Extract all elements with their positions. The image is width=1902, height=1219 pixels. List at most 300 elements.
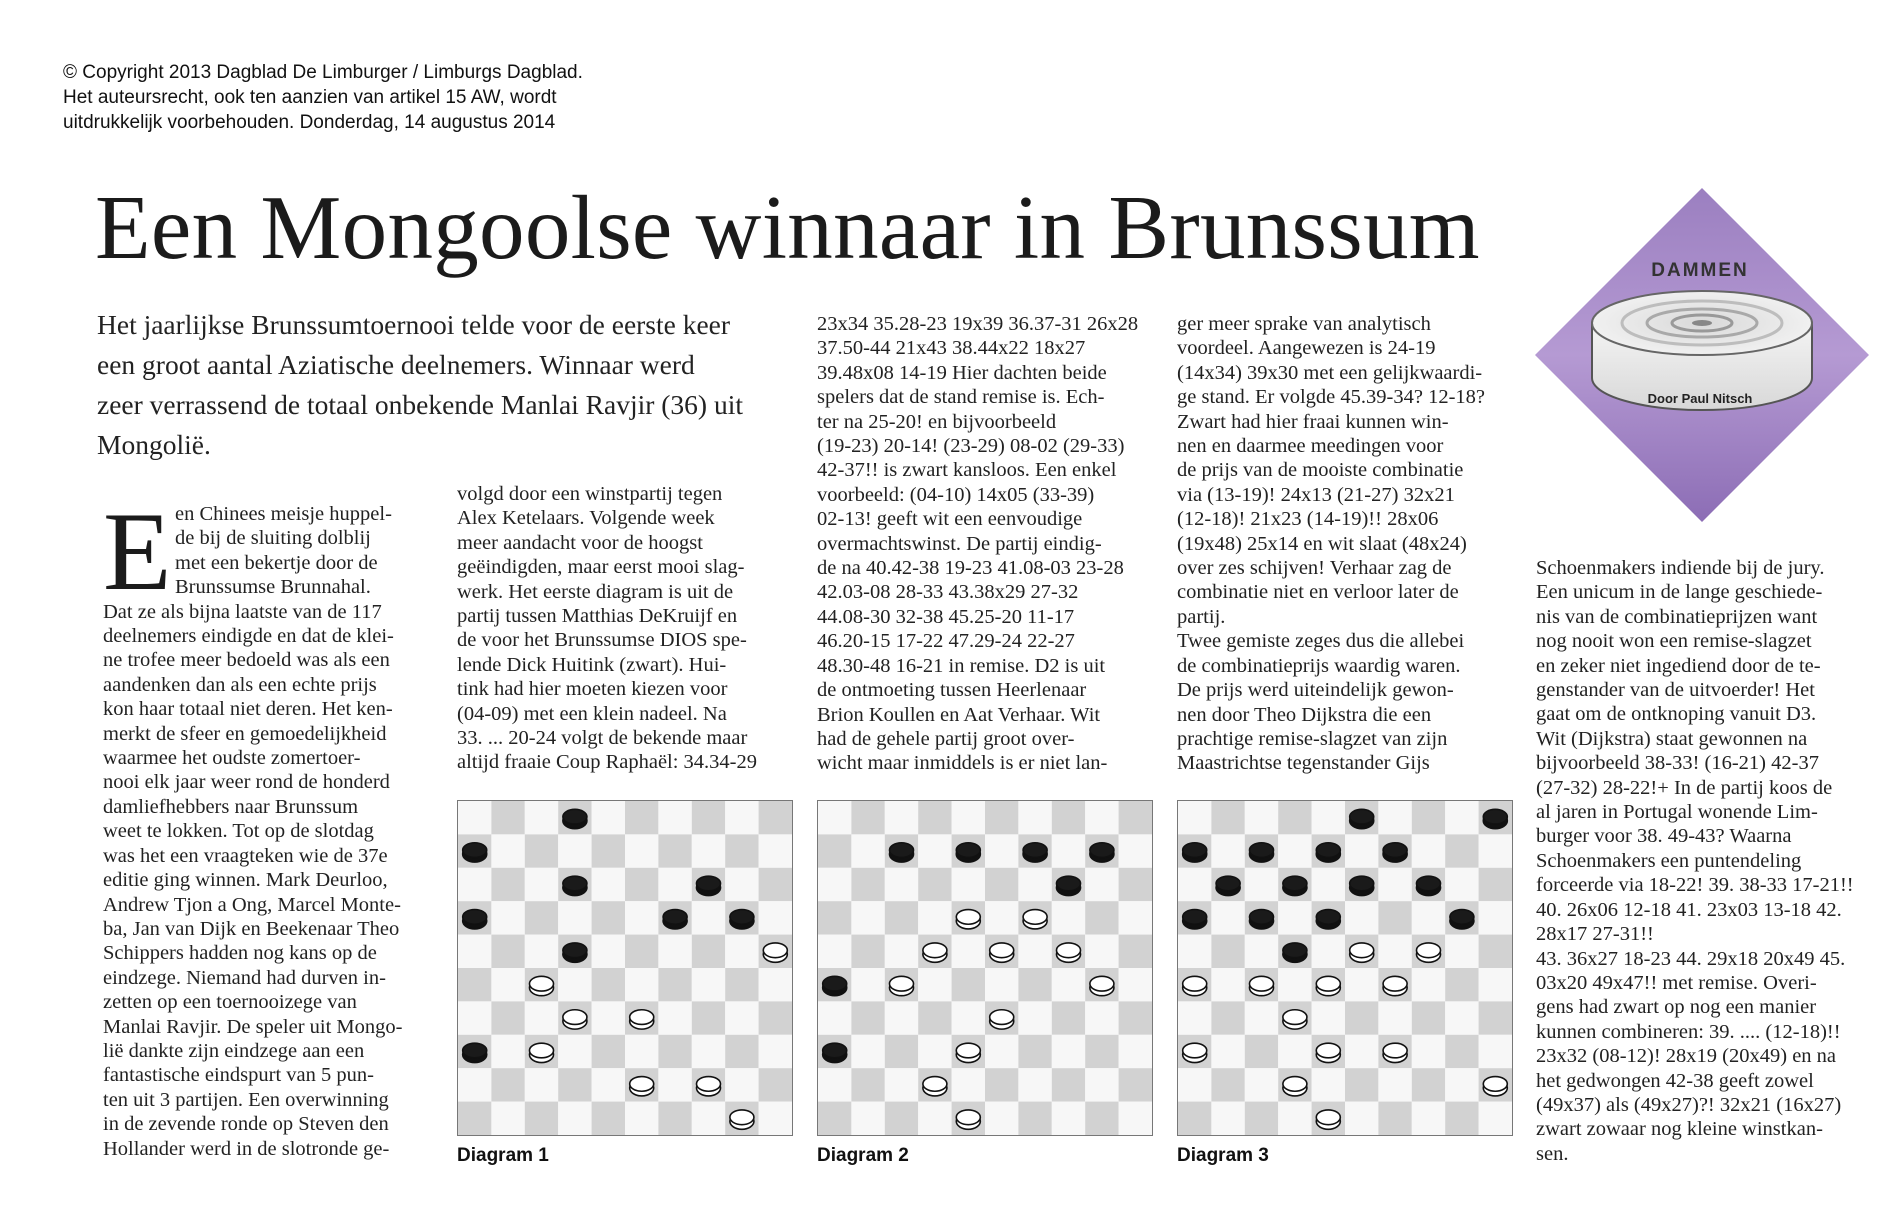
light-square — [759, 834, 792, 867]
white-piece — [1183, 1043, 1207, 1062]
light-square — [592, 935, 625, 968]
dark-square — [458, 1102, 491, 1135]
column-line: 33. ... 20-24 volgt de bekende maar — [457, 727, 748, 750]
light-square — [458, 801, 491, 834]
dark-square — [1479, 1001, 1512, 1034]
dark-square — [658, 834, 691, 867]
dark-square — [759, 801, 792, 834]
light-square — [725, 801, 758, 834]
light-square — [1085, 868, 1118, 901]
article-column-2 — [457, 482, 757, 775]
drop-cap: E — [103, 490, 172, 614]
column-line: nooi elk jaar weer rond de honderd — [103, 771, 390, 794]
light-square — [692, 901, 725, 934]
light-square — [625, 901, 658, 934]
black-piece — [1316, 910, 1340, 929]
column-line: Een unicum in de lange geschiede- — [1536, 581, 1823, 604]
column-line: de prijs van de mooiste combinatie — [1177, 459, 1464, 482]
column-line: geëindigden, maar eerst mooi slag- — [457, 556, 745, 579]
light-square — [985, 834, 1018, 867]
light-square — [458, 1068, 491, 1101]
column-line: Manlai Ravjir. De speler uit Mongo- — [103, 1015, 403, 1038]
column-line: ger meer sprake van analytisch — [1177, 313, 1431, 335]
dark-square — [985, 868, 1018, 901]
black-piece — [1350, 809, 1374, 828]
dark-square — [1119, 868, 1152, 901]
light-square — [851, 1035, 884, 1068]
diagram-caption: Diagram 1 — [457, 1145, 549, 1166]
light-square — [1178, 1001, 1211, 1034]
dark-square — [818, 1102, 851, 1135]
column-line: was het een vraagteken wie de 37e — [103, 844, 388, 867]
white-piece — [1316, 1043, 1340, 1062]
black-piece — [563, 876, 587, 895]
article-column-3 — [817, 312, 1138, 776]
black-piece — [1450, 910, 1474, 929]
light-square — [592, 1001, 625, 1034]
article-intro — [97, 305, 777, 465]
intro-line: zeer verrassend de totaal onbekende Manlai Ravjir (36) uit — [97, 389, 743, 420]
light-square — [1412, 834, 1445, 867]
light-square — [1445, 1001, 1478, 1034]
copyright-notice — [63, 60, 763, 135]
column-line: (19-23) 20-14! (23-29) 08-02 (29-33) — [817, 435, 1125, 458]
white-piece — [529, 976, 553, 995]
column-line: prachtige remise-slagzet van zijn — [1177, 727, 1448, 750]
column-line: (27-32) 28-22!+ In de partij koos de — [1536, 776, 1833, 799]
column-line: 46.20-15 17-22 47.29-24 22-27 — [817, 630, 1075, 653]
black-piece — [563, 943, 587, 962]
dark-square — [592, 1102, 625, 1135]
light-square — [918, 1102, 951, 1135]
white-piece — [763, 943, 787, 962]
column-line: lende Dick Huitink (zwart). Hui- — [457, 653, 727, 676]
white-piece — [956, 1110, 980, 1129]
dark-square — [1018, 968, 1051, 1001]
column-line: nog nooit won een remise-slagzet — [1536, 630, 1812, 653]
light-square — [1018, 868, 1051, 901]
dark-square — [1445, 1035, 1478, 1068]
column-line: zwart zowaar nog kleine winstkan- — [1536, 1118, 1823, 1141]
copyright-line: uitdrukkelijk voorbehouden. Donderdag, 14 augustus 2014 — [63, 112, 556, 133]
white-piece — [1483, 1077, 1507, 1096]
dark-square — [851, 1068, 884, 1101]
white-piece — [696, 1077, 720, 1096]
dark-square — [625, 801, 658, 834]
dark-square — [1119, 935, 1152, 968]
column-line: waarmee het oudste zomertoer- — [103, 747, 361, 770]
column-line: (12-18)! 21x23 (14-19)!! 28x06 — [1177, 508, 1439, 531]
dark-square — [1211, 935, 1244, 968]
light-square — [885, 1068, 918, 1101]
column-line: 43. 36x27 18-23 44. 29x18 20x49 45. — [1536, 947, 1846, 970]
light-square — [458, 868, 491, 901]
light-square — [985, 901, 1018, 934]
dark-square — [1018, 1035, 1051, 1068]
white-piece — [1283, 1010, 1307, 1029]
dark-square — [1278, 801, 1311, 834]
column-line: 40. 26x06 12-18 41. 23x03 13-18 42. — [1536, 898, 1842, 921]
dark-square — [491, 801, 524, 834]
dark-square — [1085, 1102, 1118, 1135]
white-piece — [1056, 943, 1080, 962]
column-line: (14x34) 39x30 met een gelijkwaardi- — [1177, 361, 1483, 384]
dark-square — [918, 1001, 951, 1034]
diagram-caption: Diagram 3 — [1177, 1145, 1269, 1166]
white-piece — [529, 1043, 553, 1062]
light-square — [1178, 868, 1211, 901]
dark-square — [1345, 1068, 1378, 1101]
column-line: voorbeeld: (04-10) 14x05 (33-39) — [817, 483, 1095, 506]
dark-square — [1445, 968, 1478, 1001]
light-square — [1278, 901, 1311, 934]
dark-square — [592, 901, 625, 934]
dark-square — [759, 1068, 792, 1101]
black-piece — [823, 976, 847, 995]
light-square — [952, 801, 985, 834]
dark-square — [1052, 1001, 1085, 1034]
light-square — [1211, 901, 1244, 934]
light-square — [1378, 935, 1411, 968]
black-piece — [1483, 809, 1507, 828]
dark-square — [1211, 1068, 1244, 1101]
light-square — [1085, 801, 1118, 834]
dark-square — [491, 1001, 524, 1034]
light-square — [525, 801, 558, 834]
light-square — [658, 935, 691, 968]
column-line: 03x20 49x47!! met remise. Overi- — [1536, 971, 1817, 994]
draughts-board-diagram-3 — [1177, 800, 1513, 1136]
light-square — [725, 935, 758, 968]
light-square — [1479, 1035, 1512, 1068]
light-square — [558, 834, 591, 867]
dark-square — [692, 801, 725, 834]
board-svg — [458, 801, 792, 1135]
column-line: altijd fraaie Coup Raphaël: 34.34-29 — [457, 751, 758, 774]
draughts-board-diagram-2 — [817, 800, 1153, 1136]
column-line: De prijs werd uiteindelijk gewon- — [1177, 679, 1454, 702]
black-piece — [463, 1043, 487, 1062]
light-square — [918, 834, 951, 867]
light-square — [725, 1068, 758, 1101]
light-square — [1445, 935, 1478, 968]
column-line: spelers dat de stand remise is. Ech- — [817, 386, 1105, 409]
board-svg — [818, 801, 1152, 1135]
column-line: de ontmoeting tussen Heerlenaar — [817, 679, 1087, 702]
light-square — [1312, 1001, 1345, 1034]
column-line: forceerde via 18-22! 39. 38-33 17-21!! — [1536, 874, 1854, 897]
light-square — [1119, 834, 1152, 867]
column-line: kunnen combineren: 39. .... (12-18)!! — [1536, 1020, 1841, 1043]
white-piece — [1383, 976, 1407, 995]
column-line: (49x37) als (49x27)?! 32x21 (16x27) — [1536, 1093, 1842, 1116]
light-square — [818, 868, 851, 901]
column-line: de na 40.42-38 19-23 41.08-03 23-28 — [817, 557, 1124, 580]
dark-square — [1018, 1102, 1051, 1135]
intro-line: een groot aantal Aziatische deelnemers. Winnaar werd — [97, 349, 695, 380]
column-line: sen. — [1536, 1142, 1569, 1165]
column-line: wicht maar inmiddels is er niet lan- — [817, 752, 1108, 775]
dark-square — [1119, 1068, 1152, 1101]
article-column-4 — [1177, 312, 1485, 776]
light-square — [1345, 1035, 1378, 1068]
dark-square — [625, 935, 658, 968]
light-square — [818, 1068, 851, 1101]
dark-square — [1378, 901, 1411, 934]
dammen-badge — [1535, 188, 1869, 522]
light-square — [458, 1001, 491, 1034]
dark-square — [525, 1102, 558, 1135]
light-square — [885, 868, 918, 901]
light-square — [759, 968, 792, 1001]
white-piece — [630, 1010, 654, 1029]
column-line: Zwart had hier fraai kunnen win- — [1177, 410, 1449, 433]
dark-square — [491, 935, 524, 968]
column-line: voordeel. Aangewezen is 24-19 — [1177, 337, 1436, 360]
light-square — [952, 868, 985, 901]
column-line: de combinatieprijs waardig waren. — [1177, 654, 1461, 677]
dark-square — [1445, 834, 1478, 867]
light-square — [1345, 834, 1378, 867]
column-line: 23x34 35.28-23 19x39 36.37-31 26x28 — [817, 313, 1139, 335]
column-line: gaat om de ontknoping vanuit D3. — [1536, 703, 1817, 726]
column-line: 39.48x08 14-19 Hier dachten beide — [817, 361, 1107, 384]
light-square — [1278, 834, 1311, 867]
dark-square — [1119, 801, 1152, 834]
light-square — [918, 968, 951, 1001]
light-square — [1312, 801, 1345, 834]
white-piece — [1283, 1077, 1307, 1096]
light-square — [1378, 801, 1411, 834]
dark-square — [1345, 1001, 1378, 1034]
dark-square — [818, 834, 851, 867]
black-piece — [663, 910, 687, 929]
dark-square — [725, 968, 758, 1001]
dark-square — [658, 1102, 691, 1135]
dark-square — [1085, 1035, 1118, 1068]
column-line: al jaren in Portugal wonende Lim- — [1536, 801, 1818, 824]
light-square — [1211, 968, 1244, 1001]
light-square — [1378, 868, 1411, 901]
dark-square — [725, 834, 758, 867]
light-square — [1312, 868, 1345, 901]
white-piece — [1249, 976, 1273, 995]
light-square — [985, 1035, 1018, 1068]
light-square — [1245, 868, 1278, 901]
light-square — [1085, 1001, 1118, 1034]
white-piece — [1416, 943, 1440, 962]
column-line: 02-13! geeft wit een eenvoudige — [817, 508, 1083, 531]
light-square — [525, 935, 558, 968]
column-line: kon haar totaal niet deren. Het ken- — [103, 698, 393, 721]
light-square — [592, 1068, 625, 1101]
dark-square — [918, 801, 951, 834]
light-square — [1052, 968, 1085, 1001]
black-piece — [1023, 843, 1047, 862]
column-line: de voor het Brunssumse DIOS spe- — [457, 629, 747, 652]
column-line: 28x17 27-31!! — [1536, 923, 1654, 946]
dark-square — [491, 868, 524, 901]
light-square — [1211, 834, 1244, 867]
light-square — [692, 1102, 725, 1135]
black-piece — [823, 1043, 847, 1062]
light-square — [658, 868, 691, 901]
light-square — [1245, 935, 1278, 968]
light-square — [525, 868, 558, 901]
dark-square — [1479, 935, 1512, 968]
white-piece — [1316, 976, 1340, 995]
white-piece — [1383, 1043, 1407, 1062]
light-square — [1479, 1102, 1512, 1135]
light-square — [759, 1102, 792, 1135]
dark-square — [759, 1001, 792, 1034]
black-piece — [463, 910, 487, 929]
light-square — [1245, 1001, 1278, 1034]
black-piece — [1283, 943, 1307, 962]
column-line: (04-09) met een klein nadeel. Na — [457, 702, 727, 725]
light-square — [525, 1001, 558, 1034]
dark-square — [1178, 1102, 1211, 1135]
dark-square — [491, 1068, 524, 1101]
light-square — [558, 1102, 591, 1135]
white-piece — [923, 1077, 947, 1096]
light-square — [525, 1068, 558, 1101]
light-square — [1178, 1068, 1211, 1101]
light-square — [1479, 901, 1512, 934]
column-line: volgd door een winstpartij tegen — [457, 483, 723, 505]
light-square — [759, 1035, 792, 1068]
light-square — [592, 801, 625, 834]
black-piece — [463, 843, 487, 862]
light-square — [1085, 935, 1118, 968]
dark-square — [1378, 1102, 1411, 1135]
column-line: Wit (Dijkstra) staat gewonnen na — [1536, 727, 1808, 750]
light-square — [952, 1068, 985, 1101]
light-square — [625, 1102, 658, 1135]
light-square — [1245, 1068, 1278, 1101]
column-line: Twee gemiste zeges dus die allebei — [1177, 630, 1465, 653]
light-square — [918, 901, 951, 934]
light-square — [1278, 968, 1311, 1001]
column-line: nen en daarmee meedingen voor — [1177, 435, 1444, 458]
intro-line: Het jaarlijkse Brunssumtoernooi telde voor de eerste keer — [97, 309, 731, 340]
column-line: het gedwongen 42-38 geeft zowel — [1536, 1069, 1814, 1092]
dark-square — [1211, 801, 1244, 834]
light-square — [1052, 1035, 1085, 1068]
column-line: 42.03-08 28-33 43.38x29 27-32 — [817, 581, 1079, 604]
column-line: genstander van de uitvoerder! Het — [1536, 679, 1815, 702]
dark-square — [592, 1035, 625, 1068]
white-piece — [730, 1110, 754, 1129]
dark-square — [1445, 1102, 1478, 1135]
black-piece — [1283, 876, 1307, 895]
column-line: bijvoorbeeld 38-33! (16-21) 42-37 — [1536, 752, 1819, 775]
black-piece — [730, 910, 754, 929]
column-line: gens had zwart op nog een manier — [1536, 996, 1817, 1019]
column-line: werk. Het eerste diagram is uit de — [457, 580, 734, 603]
dark-square — [851, 1001, 884, 1034]
dark-square — [1245, 1102, 1278, 1135]
column-line: Alex Ketelaars. Volgende week — [457, 507, 715, 530]
white-piece — [630, 1077, 654, 1096]
light-square — [885, 801, 918, 834]
black-piece — [1350, 876, 1374, 895]
dark-square — [952, 968, 985, 1001]
column-line: meer aandacht voor de hoogst — [457, 531, 703, 554]
dark-square — [759, 868, 792, 901]
copyright-line: © Copyright 2013 Dagblad De Limburger / Limburgs Dagblad. — [63, 62, 583, 83]
light-square — [952, 935, 985, 968]
dark-square — [1412, 1068, 1445, 1101]
white-piece — [923, 943, 947, 962]
white-piece — [1090, 976, 1114, 995]
light-square — [1211, 1035, 1244, 1068]
dark-square — [885, 1102, 918, 1135]
light-square — [1119, 968, 1152, 1001]
column-line: nen door Theo Dijkstra die een — [1177, 703, 1432, 726]
column-line: 44.08-30 32-38 45.25-20 11-17 — [817, 605, 1075, 628]
dark-square — [525, 901, 558, 934]
black-piece — [1216, 876, 1240, 895]
light-square — [725, 1001, 758, 1034]
light-square — [692, 968, 725, 1001]
column-line: partij. — [1177, 605, 1226, 628]
badge-author: Door Paul Nitsch — [1647, 391, 1753, 406]
column-line: Brunssumse Brunnahal. — [175, 576, 371, 599]
black-piece — [1383, 843, 1407, 862]
light-square — [985, 968, 1018, 1001]
dark-square — [458, 968, 491, 1001]
white-piece — [889, 976, 913, 995]
light-square — [625, 834, 658, 867]
column-line: Hollander werd in de slotronde ge- — [103, 1137, 390, 1160]
dark-square — [885, 1035, 918, 1068]
light-square — [1378, 1068, 1411, 1101]
column-line: editie ging winnen. Mark Deurloo, — [103, 869, 388, 892]
light-square — [1052, 901, 1085, 934]
light-square — [1085, 1068, 1118, 1101]
column-line: deelnemers eindigde en dat de klei- — [103, 625, 394, 648]
dammen-diamond-graphic — [1535, 188, 1869, 522]
light-square — [558, 901, 591, 934]
light-square — [885, 935, 918, 968]
column-line: Schippers hadden nog kans op de — [103, 942, 377, 965]
light-square — [491, 1035, 524, 1068]
column-line: Maastrichtse tegenstander Gijs — [1177, 752, 1430, 775]
light-square — [1178, 801, 1211, 834]
light-square — [1052, 1102, 1085, 1135]
dark-square — [558, 1068, 591, 1101]
column-line: burger voor 38. 49-43? Waarna — [1536, 825, 1792, 848]
light-square — [592, 868, 625, 901]
column-line: nis van de combinatieprijzen want — [1536, 605, 1818, 628]
column-line: 23x32 (08-12)! 28x19 (20x49) en na — [1536, 1045, 1837, 1068]
black-piece — [1416, 876, 1440, 895]
light-square — [1119, 901, 1152, 934]
dark-square — [851, 868, 884, 901]
light-square — [818, 935, 851, 968]
black-piece — [696, 876, 720, 895]
light-square — [658, 1001, 691, 1034]
article-column-1 — [103, 490, 403, 1161]
dark-square — [692, 1001, 725, 1034]
light-square — [1479, 834, 1512, 867]
light-square — [1119, 1102, 1152, 1135]
light-square — [851, 968, 884, 1001]
light-square — [1345, 968, 1378, 1001]
light-square — [1178, 935, 1211, 968]
black-piece — [1183, 843, 1207, 862]
